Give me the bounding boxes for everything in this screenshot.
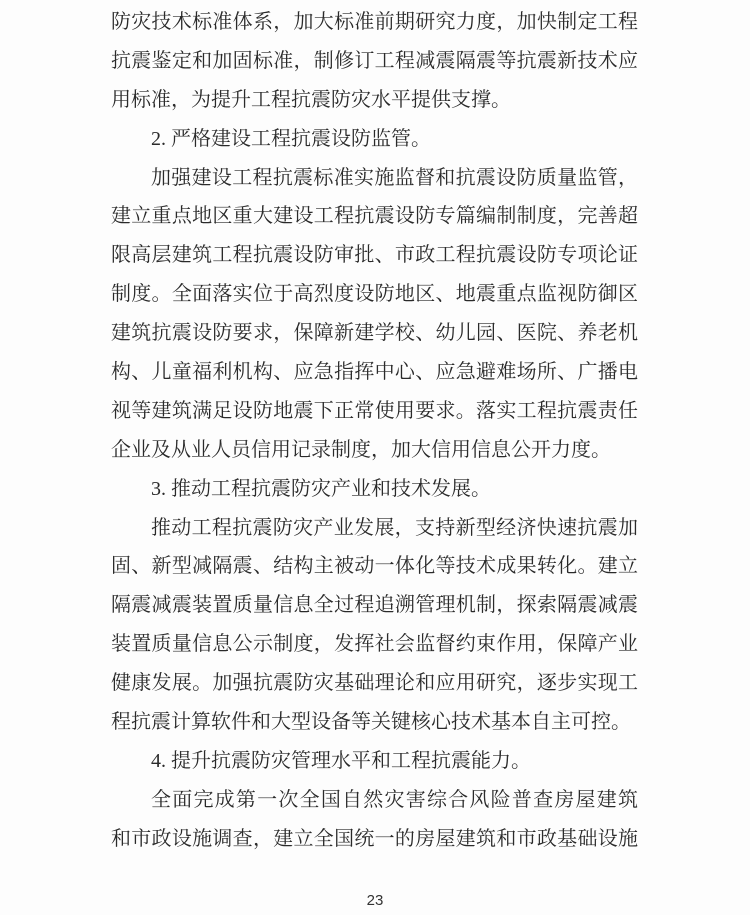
text-line: 制度。全面落实位于高烈度设防地区、地震重点监视防御区	[111, 283, 638, 306]
text-line: 限高层建筑工程抗震设防审批、市政工程抗震设防专项论证	[111, 244, 638, 267]
text-line: 加强建设工程抗震标准实施监督和抗震设防质量监管，	[151, 166, 638, 189]
text-line: 建立重点地区重大建设工程抗震设防专篇编制制度，完善超	[111, 205, 638, 228]
heading-line: 4. 提升抗震防灾管理水平和工程抗震能力。	[151, 749, 531, 772]
text-line: 建筑抗震设防要求，保障新建学校、幼儿园、医院、养老机	[111, 322, 638, 345]
text-line: 用标准，为提升工程抗震防灾水平提供支撑。	[111, 88, 511, 111]
text-line: 和市政设施调查，建立全国统一的房屋建筑和市政基础设施	[111, 827, 638, 850]
text-line: 固、新型减隔震、结构主被动一体化等技术成果转化。建立	[111, 555, 638, 578]
text-line: 程抗震计算软件和大型设备等关键核心技术基本自主可控。	[111, 711, 631, 734]
text-line: 装置质量信息公示制度，发挥社会监督约束作用，保障产业	[111, 633, 638, 656]
text-line: 健康发展。加强抗震防灾基础理论和应用研究，逐步实现工	[111, 672, 638, 695]
text-line: 全面完成第一次全国自然灾害综合风险普查房屋建筑	[151, 788, 638, 811]
text-line: 抗震鉴定和加固标准，制修订工程减震隔震等抗震新技术应	[111, 49, 638, 72]
page-number: 23	[366, 892, 384, 909]
text-line: 防灾技术标准体系，加大标准前期研究力度，加快制定工程	[111, 11, 638, 33]
text-line: 构、儿童福利机构、应急指挥中心、应急避难场所、广播电	[111, 361, 638, 384]
heading-line: 3. 推动工程抗震防灾产业和技术发展。	[151, 477, 491, 500]
text-line: 企业及从业人员信用记录制度，加大信用信息公开力度。	[111, 438, 611, 461]
heading-line: 2. 严格建设工程抗震设防监管。	[151, 127, 431, 150]
text-line: 推动工程抗震防灾产业发展，支持新型经济快速抗震加	[151, 516, 638, 539]
text-line: 隔震减震装置质量信息全过程追溯管理机制，探索隔震减震	[111, 594, 638, 617]
text-line: 视等建筑满足设防地震下正常使用要求。落实工程抗震责任	[111, 399, 638, 422]
document-content	[111, 3, 638, 859]
